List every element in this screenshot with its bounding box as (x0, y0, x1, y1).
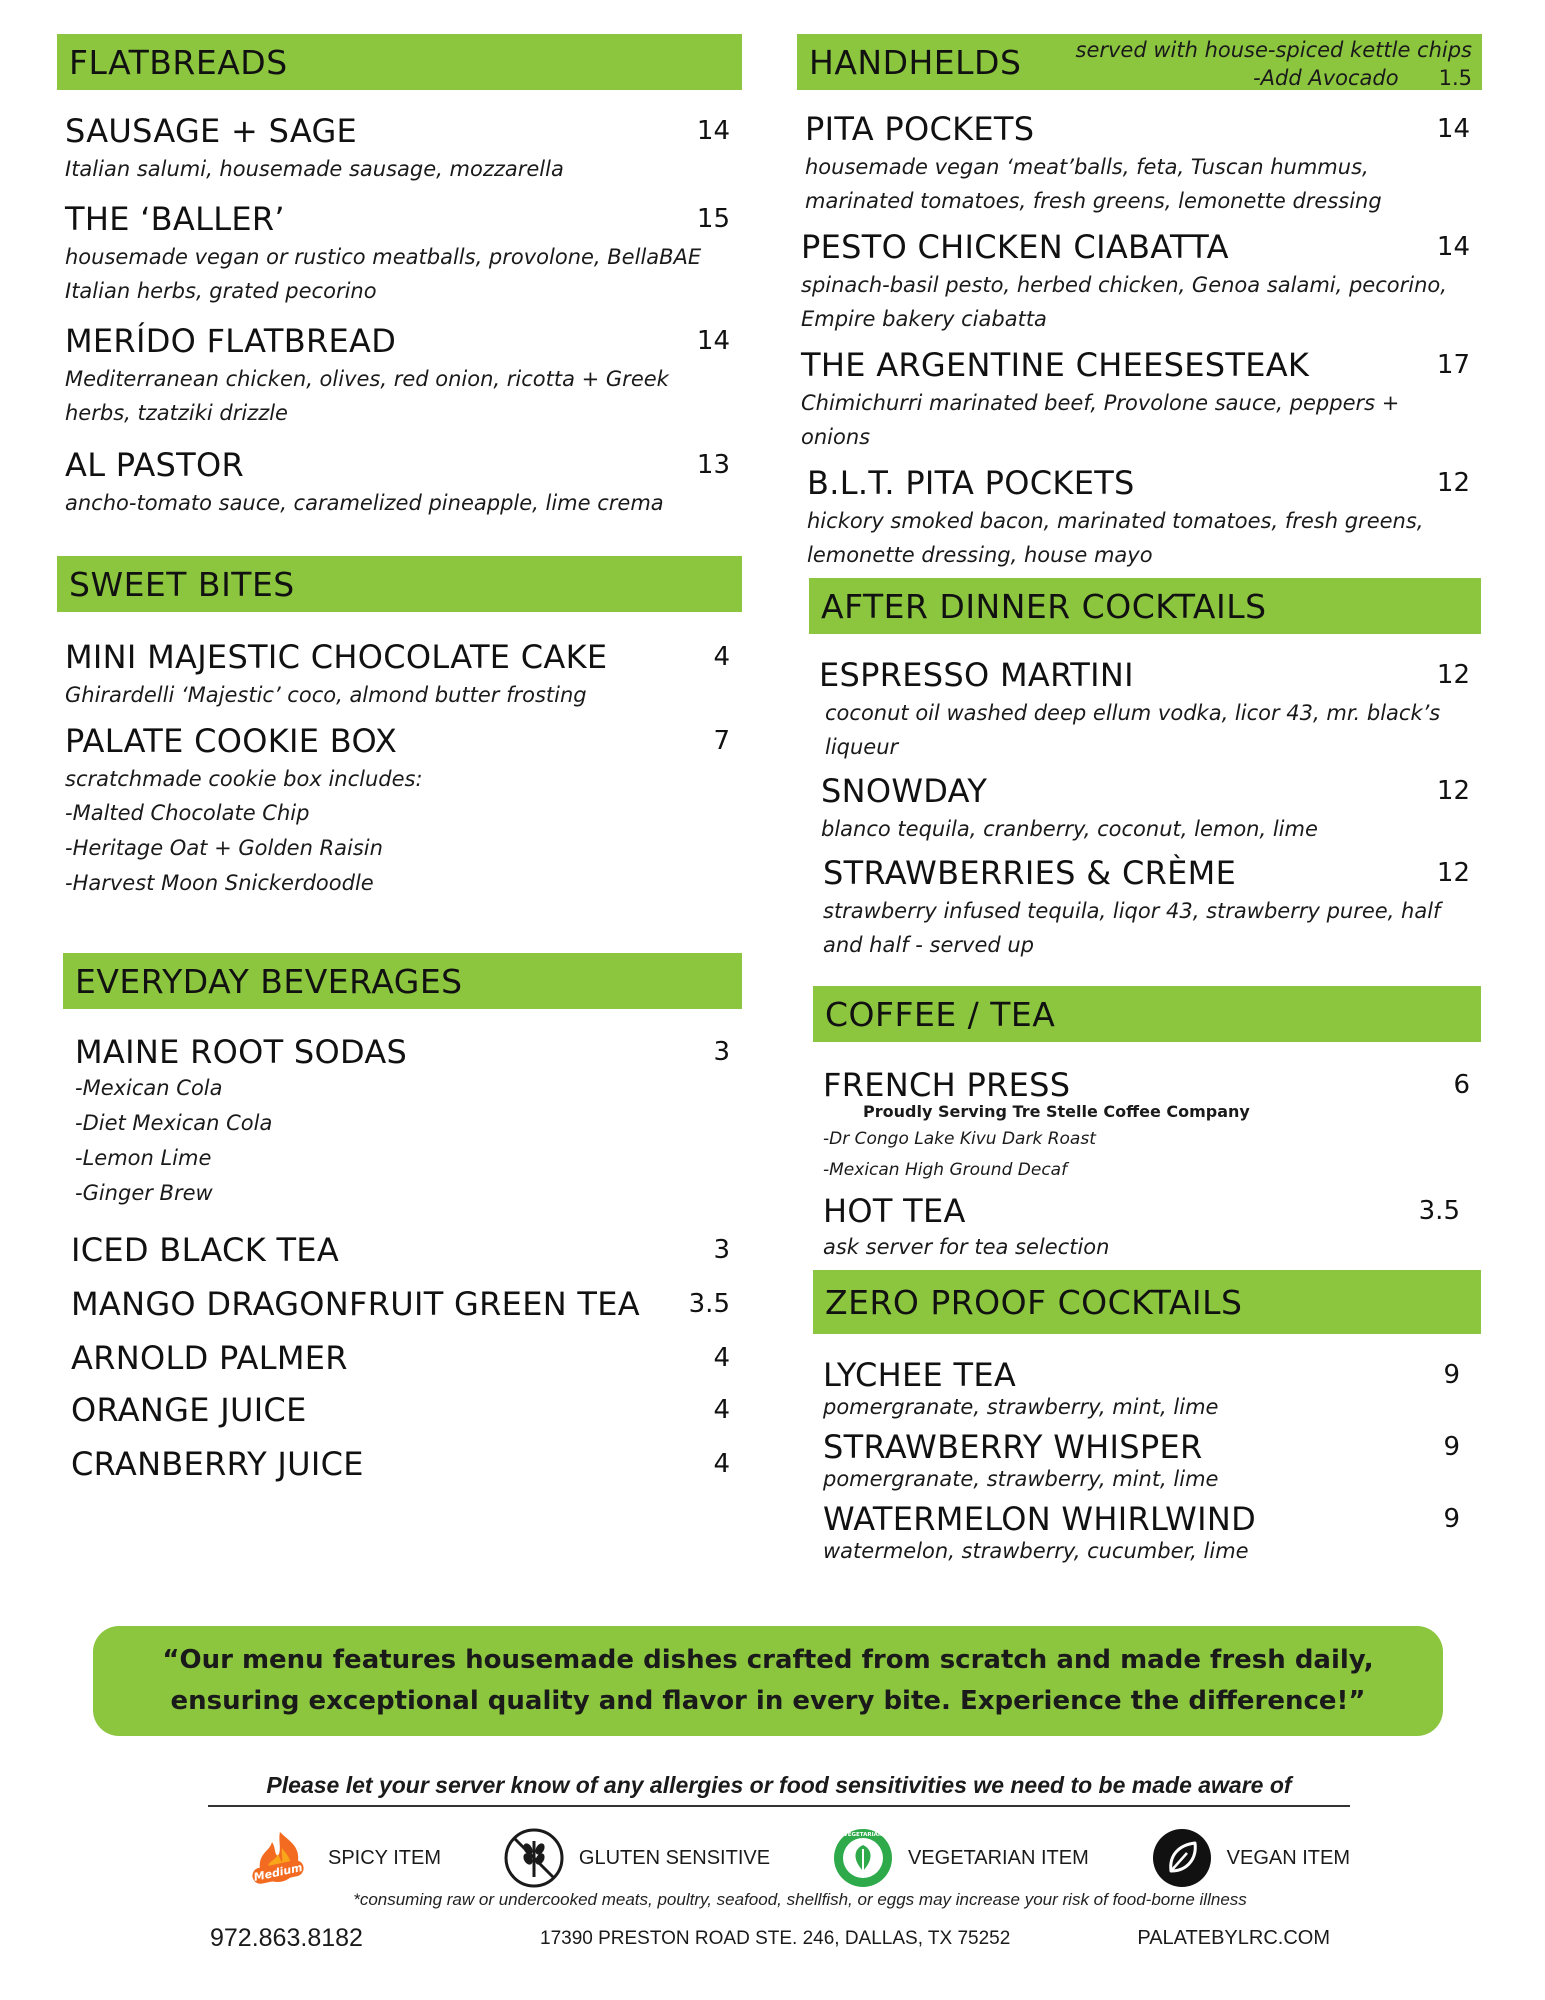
legend-gluten (503, 1827, 770, 1889)
item-name: STRAWBERRY WHISPER (823, 1428, 1203, 1466)
item-price: 12 (1436, 858, 1470, 888)
item-name: HOT TEA (823, 1192, 966, 1230)
item-price: 3.5 (1418, 1196, 1460, 1226)
section-header-zero-proof (813, 1270, 1481, 1334)
item-name: MAINE ROOT SODAS (75, 1033, 408, 1071)
list-item: -Malted Chocolate Chip (65, 801, 310, 825)
footer (210, 1924, 1330, 1960)
menu-item (797, 346, 1482, 454)
item-name: ICED BLACK TEA (71, 1231, 340, 1269)
section-title: HANDHELDS (809, 42, 1022, 82)
item-description: ask server for tea selection (823, 1235, 1110, 1259)
section-title: EVERYDAY BEVERAGES (75, 961, 463, 1001)
menu-item (797, 772, 1482, 846)
menu-item (797, 656, 1482, 764)
list-item: -Ginger Brew (75, 1181, 213, 1205)
section-title: SWEET BITES (69, 564, 295, 604)
item-name: SNOWDAY (821, 772, 988, 810)
item-price: 14 (696, 326, 730, 356)
menu-item (57, 1445, 742, 1499)
item-price: 3.5 (688, 1289, 730, 1319)
legend-label: VEGETARIAN ITEM (907, 1846, 1089, 1869)
item-price: 4 (713, 1395, 730, 1425)
left-column (57, 34, 742, 1499)
item-description: pomergranate, strawberry, mint, lime (823, 1467, 1219, 1491)
menu-item (57, 446, 742, 520)
list-item: -Lemon Lime (75, 1146, 212, 1170)
item-price: 4 (713, 642, 730, 672)
item-price: 17 (1436, 350, 1470, 380)
menu-item (57, 722, 742, 901)
menu-item (57, 1033, 742, 1211)
item-price: 14 (1436, 232, 1470, 262)
list-item: -Harvest Moon Snickerdoodle (65, 871, 374, 895)
item-name: ESPRESSO MARTINI (819, 656, 1134, 694)
section-title: FLATBREADS (69, 42, 288, 82)
item-description: coconut oil washed deep ellum vodka, licor 43, mr. black’s liqueur (825, 701, 1441, 759)
item-description: Mediterranean chicken, olives, red onion, ricotta + Greek herbs, tzatziki drizzle (65, 367, 669, 425)
gluten-free-icon (503, 1827, 565, 1889)
section-header-coffee-tea (813, 986, 1481, 1042)
vegetarian-icon (832, 1827, 894, 1889)
item-name: SAUSAGE + SAGE (65, 112, 358, 150)
legend-vegan (1151, 1827, 1350, 1889)
right-column (797, 34, 1482, 1568)
item-name: PITA POCKETS (805, 110, 1035, 148)
item-name: PALATE COOKIE BOX (65, 722, 398, 760)
item-name: LYCHEE TEA (823, 1356, 1017, 1394)
section-title: ZERO PROOF COCKTAILS (825, 1282, 1243, 1322)
item-price: 12 (1436, 468, 1470, 498)
section-title: AFTER DINNER COCKTAILS (821, 586, 1267, 626)
soda-list (75, 1071, 730, 1211)
legend-spicy (250, 1828, 441, 1888)
menu-item (797, 1428, 1482, 1496)
item-price: 3 (713, 1037, 730, 1067)
item-description: blanco tequila, cranberry, coconut, lemon, lime (821, 817, 1318, 841)
menu-item (57, 322, 742, 430)
address: 17390 PRESTON ROAD STE. 246, DALLAS, TX 75252 (540, 1928, 1011, 1949)
chili-flame-icon (250, 1828, 314, 1888)
item-price: 6 (1453, 1070, 1470, 1100)
item-description: pomergranate, strawberry, mint, lime (823, 1395, 1219, 1419)
item-price: 14 (696, 116, 730, 146)
menu-item (57, 1391, 742, 1445)
list-item: -Heritage Oat + Golden Raisin (65, 836, 383, 860)
item-description: hickory smoked bacon, marinated tomatoes, fresh greens, lemonette dressing, house mayo (807, 509, 1424, 567)
menu-item (57, 1231, 742, 1285)
menu-item (57, 112, 742, 186)
item-price: 9 (1443, 1360, 1460, 1390)
website-link[interactable]: PALATEBYLRC.COM (1137, 1927, 1330, 1949)
menu-item (57, 638, 742, 712)
menu-item (797, 1066, 1482, 1186)
food-safety-disclaimer: *consuming raw or undercooked meats, poultry, seafood, shellfish, or eggs may increase your risk of food-borne illness (353, 1890, 1247, 1909)
legend-vegetarian (832, 1827, 1089, 1889)
item-price: 9 (1443, 1504, 1460, 1534)
svg-text:Medium: Medium (252, 1860, 304, 1884)
item-description: Chimichurri marinated beef, Provolone sauce, peppers + onions (801, 391, 1400, 449)
menu-item (797, 228, 1482, 336)
menu-item (797, 1500, 1482, 1568)
legend-label: GLUTEN SENSITIVE (578, 1846, 771, 1869)
item-name: ARNOLD PALMER (71, 1339, 348, 1377)
section-header-everyday-beverages (63, 953, 742, 1009)
addon-price: 1.5 (1438, 66, 1472, 90)
item-name: WATERMELON WHIRLWIND (823, 1500, 1257, 1538)
item-name: STRAWBERRIES & CRÈME (823, 854, 1237, 892)
item-description: spinach-basil pesto, herbed chicken, Genoa salami, pecorino, Empire bakery ciabatta (801, 273, 1447, 331)
menu-item (797, 854, 1482, 962)
item-name: ORANGE JUICE (71, 1391, 307, 1429)
item-description: housemade vegan ‘meat’balls, feta, Tuscan hummus, marinated tomatoes, fresh greens, lemonette dressing (805, 155, 1382, 213)
menu-item (797, 1356, 1482, 1424)
item-description: Italian salumi, housemade sausage, mozzarella (65, 157, 564, 181)
item-name: B.L.T. PITA POCKETS (807, 464, 1135, 502)
item-description: Ghirardelli ‘Majestic’ coco, almond butter frosting (65, 683, 587, 707)
section-header-sweet-bites (57, 556, 742, 612)
section-header-after-dinner (809, 578, 1481, 634)
item-name: FRENCH PRESS (823, 1066, 1071, 1104)
menu-item (57, 1285, 742, 1339)
section-title: COFFEE / TEA (825, 994, 1056, 1034)
menu-item (797, 110, 1482, 218)
coffee-supplier-note: Proudly Serving Tre Stelle Coffee Company (863, 1102, 1250, 1121)
item-name: MERÍDO FLATBREAD (65, 322, 397, 360)
allergy-note: Please let your server know of any allergies or food sensitivities we need to be made aware of (208, 1772, 1350, 1807)
item-name: THE ARGENTINE CHEESESTEAK (801, 346, 1310, 384)
item-description: housemade vegan or rustico meatballs, provolone, BellaBAE Italian herbs, grated pecorino (65, 245, 702, 303)
item-name: PESTO CHICKEN CIABATTA (801, 228, 1229, 266)
menu-item (57, 1339, 742, 1391)
section-header-handhelds (797, 34, 1482, 90)
item-description: -Mexican High Ground Decaf (823, 1160, 1068, 1180)
item-price: 13 (696, 450, 730, 480)
item-description: strawberry infused tequila, liqor 43, strawberry puree, half and half - served up (823, 899, 1441, 957)
item-price: 12 (1436, 776, 1470, 806)
handhelds-note-line: served with house-spiced kettle chips (1075, 38, 1472, 62)
addon-label: -Add Avocado (1253, 66, 1399, 90)
item-description: scratchmade cookie box includes: (65, 767, 423, 791)
item-price: 4 (713, 1343, 730, 1373)
menu-item (797, 1192, 1482, 1264)
item-name: CRANBERRY JUICE (71, 1445, 364, 1483)
item-price: 3 (713, 1235, 730, 1265)
item-name: MINI MAJESTIC CHOCOLATE CAKE (65, 638, 608, 676)
item-price: 15 (696, 204, 730, 234)
item-description: watermelon, strawberry, cucumber, lime (823, 1539, 1249, 1563)
item-price: 9 (1443, 1432, 1460, 1462)
dietary-legend (250, 1826, 1350, 1890)
vegan-leaf-icon (1151, 1827, 1213, 1889)
cookie-list (65, 796, 730, 901)
item-description: -Dr Congo Lake Kivu Dark Roast (823, 1129, 1096, 1149)
item-price: 14 (1436, 114, 1470, 144)
item-price: 12 (1436, 660, 1470, 690)
item-name: MANGO DRAGONFRUIT GREEN TEA (71, 1285, 640, 1323)
handhelds-note (1076, 36, 1473, 92)
legend-label: VEGAN ITEM (1226, 1846, 1350, 1869)
section-header-flatbreads (57, 34, 742, 90)
phone-number[interactable]: 972.863.8182 (210, 1924, 363, 1952)
menu-item (57, 200, 742, 308)
list-item: -Mexican Cola (75, 1076, 223, 1100)
quote-text: “Our menu features housemade dishes crafted from scratch and made fresh daily, ensuring exceptional quality and flavor in every bite. Experience the difference!” (162, 1645, 1374, 1716)
item-price: 4 (713, 1449, 730, 1479)
item-price: 7 (713, 726, 730, 756)
legend-label: SPICY ITEM (328, 1846, 441, 1869)
item-name: AL PASTOR (65, 446, 245, 484)
item-name: THE ‘BALLER’ (65, 200, 285, 238)
menu-item (797, 464, 1482, 572)
quote-banner (93, 1626, 1443, 1736)
item-description: ancho-tomato sauce, caramelized pineapple, lime crema (65, 491, 664, 515)
svg-text:VEGETARIAN: VEGETARIAN (843, 1832, 883, 1838)
list-item: -Diet Mexican Cola (75, 1111, 273, 1135)
